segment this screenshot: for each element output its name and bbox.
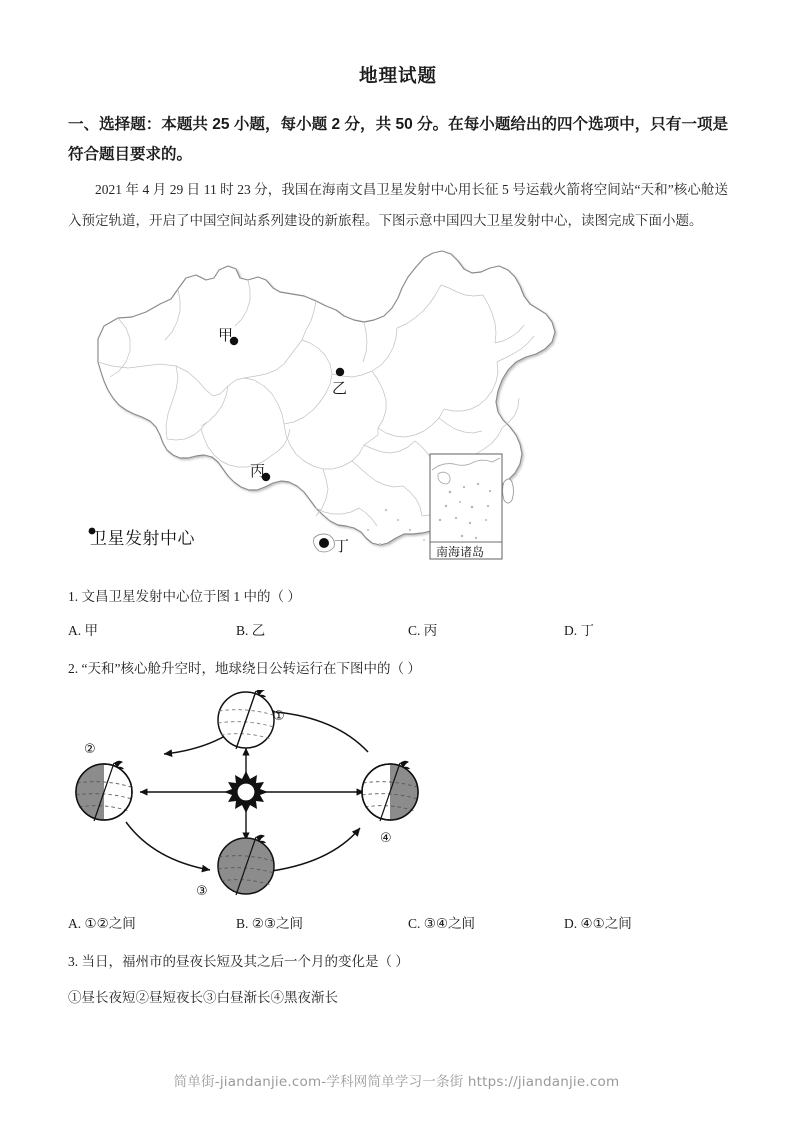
page-content bbox=[68, 50, 728, 1013]
question-2-option-c[interactable]: C. ③④之间 bbox=[408, 916, 475, 931]
question-1-option-b[interactable]: B. 乙 bbox=[236, 623, 266, 638]
section-heading: 一、选择题：本题共 25 小题，每小题 2 分，共 50 分。在每小题给出的四个选项中，只有一项是符合题目要求的。 bbox=[68, 116, 728, 163]
earth-orbit-svg bbox=[68, 690, 728, 905]
map-legend-label: 卫星发射中心 bbox=[90, 529, 195, 548]
question-1-option-a[interactable]: A. 甲 bbox=[68, 623, 98, 638]
china-map-figure bbox=[68, 244, 728, 574]
orbit-label-2: ② bbox=[84, 742, 96, 757]
inset-caption: 南海诸岛 bbox=[436, 545, 485, 559]
orbit-label-1: ① bbox=[273, 709, 285, 724]
page-title: 地理试题 bbox=[358, 65, 437, 86]
earth-position-2 bbox=[76, 761, 132, 821]
marker-ding bbox=[319, 538, 329, 548]
question-1-option-d[interactable]: D. 丁 bbox=[564, 623, 594, 638]
question-2-options bbox=[68, 909, 728, 939]
earth-position-1 bbox=[218, 690, 274, 749]
taiwan-island bbox=[503, 479, 514, 503]
marker-yi bbox=[336, 368, 344, 376]
sun-icon bbox=[224, 771, 268, 813]
orbit-label-4: ④ bbox=[380, 831, 392, 846]
map-point-label-yi: 乙 bbox=[332, 381, 348, 397]
footer-watermark: 简单街-jiandanjie.com-学科网简单学习一条街 https://jiandanjie.com bbox=[173, 1074, 620, 1090]
question-1-option-c[interactable]: C. 丙 bbox=[408, 623, 438, 638]
question-1-text: 1. 文昌卫星发射中心位于图 1 中的（ ） bbox=[68, 589, 301, 604]
question-3-text: 3. 当日，福州市的昼夜长短及其之后一个月的变化是（ ） bbox=[68, 954, 409, 969]
question-stem-paragraph: 2021 年 4 月 29 日 11 时 23 分，我国在海南文昌卫星发射中心用长征 5 号运载火箭将空间站“天和”核心舱送入预定轨道，开启了中国空间站系列建设的新旅程。下图示意中国四大卫星发射中心，读图完成下面小题。 bbox=[68, 182, 728, 228]
question-2-option-d[interactable]: D. ④①之间 bbox=[564, 916, 632, 931]
earth-orbit-figure bbox=[68, 690, 728, 905]
question-2-option-b[interactable]: B. ②③之间 bbox=[236, 916, 303, 931]
question-2-option-a[interactable]: A. ①②之间 bbox=[68, 916, 136, 931]
earth-position-3 bbox=[218, 835, 274, 895]
question-1-options bbox=[68, 616, 728, 646]
earth-position-4 bbox=[362, 761, 418, 821]
question-3-subitems: ①昼长夜短②昼短夜长③白昼渐长④黑夜渐长 bbox=[68, 990, 338, 1005]
map-point-label-ding: 丁 bbox=[334, 539, 350, 555]
question-2-text: 2. “天和”核心舱升空时，地球绕日公转运行在下图中的（ ） bbox=[68, 661, 421, 676]
map-point-label-bing: 丙 bbox=[250, 464, 266, 480]
orbit-label-3: ③ bbox=[196, 884, 208, 899]
map-point-label-jia: 甲 bbox=[218, 328, 234, 344]
